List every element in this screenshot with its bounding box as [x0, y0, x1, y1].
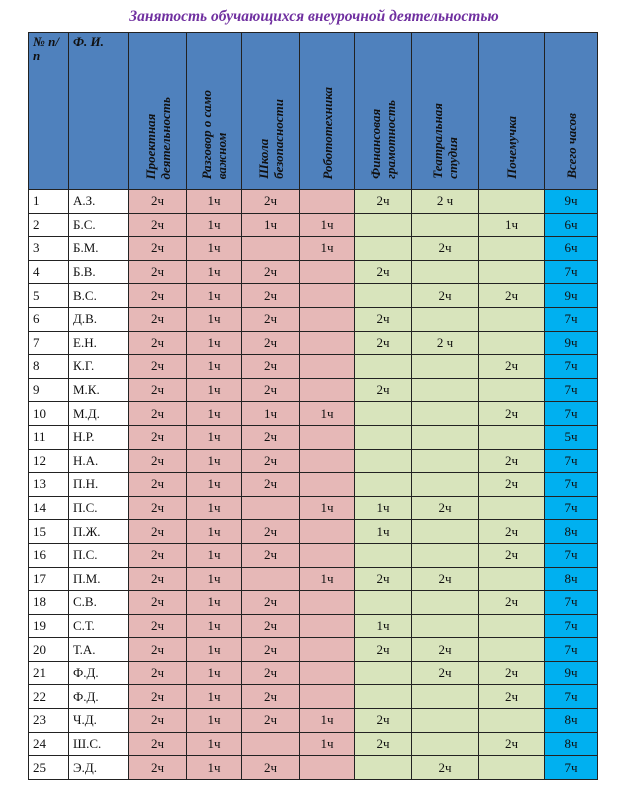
cell-theatre — [412, 355, 479, 379]
row-number: 6 — [29, 307, 69, 331]
student-initials: П.Н. — [69, 473, 129, 497]
cell-important-talk: 1ч — [187, 638, 242, 662]
cell-robotics: 1ч — [300, 709, 355, 733]
cell-important-talk: 1ч — [187, 543, 242, 567]
cell-finance — [355, 402, 412, 426]
table-row — [29, 331, 598, 355]
cell-total: 7ч — [545, 756, 598, 780]
header-name: Ф. И. — [69, 33, 129, 190]
cell-pochemuchka: 2ч — [479, 685, 545, 709]
cell-robotics — [300, 260, 355, 284]
cell-finance — [355, 355, 412, 379]
cell-robotics: 1ч — [300, 496, 355, 520]
student-initials: Д.В. — [69, 307, 129, 331]
cell-important-talk: 1ч — [187, 425, 242, 449]
cell-safety-school: 2ч — [242, 449, 300, 473]
cell-important-talk: 1ч — [187, 355, 242, 379]
cell-pochemuchka — [479, 307, 545, 331]
student-initials: Э.Д. — [69, 756, 129, 780]
student-initials: М.К. — [69, 378, 129, 402]
cell-pochemuchka: 2ч — [479, 543, 545, 567]
cell-pochemuchka — [479, 190, 545, 214]
row-number: 20 — [29, 638, 69, 662]
row-number: 21 — [29, 661, 69, 685]
cell-theatre: 2ч — [412, 756, 479, 780]
table-row — [29, 473, 598, 497]
cell-project: 2ч — [129, 237, 187, 261]
cell-safety-school: 2ч — [242, 543, 300, 567]
cell-project: 2ч — [129, 425, 187, 449]
cell-theatre: 2 ч — [412, 190, 479, 214]
cell-important-talk: 1ч — [187, 496, 242, 520]
table-row — [29, 661, 598, 685]
row-number: 1 — [29, 190, 69, 214]
header-project: Проектная деятельность — [129, 33, 187, 190]
cell-important-talk: 1ч — [187, 567, 242, 591]
row-number: 23 — [29, 709, 69, 733]
cell-safety-school: 2ч — [242, 425, 300, 449]
cell-pochemuchka: 2ч — [479, 732, 545, 756]
cell-pochemuchka: 2ч — [479, 661, 545, 685]
header-robotics: Робототехника — [300, 33, 355, 190]
row-number: 3 — [29, 237, 69, 261]
cell-project: 2ч — [129, 449, 187, 473]
cell-project: 2ч — [129, 473, 187, 497]
cell-robotics — [300, 520, 355, 544]
table-body — [29, 190, 598, 780]
student-initials: Ш.С. — [69, 732, 129, 756]
row-number: 25 — [29, 756, 69, 780]
cell-pochemuchka: 1ч — [479, 213, 545, 237]
header-num: № п/п — [29, 33, 69, 190]
cell-important-talk: 1ч — [187, 307, 242, 331]
cell-safety-school: 1ч — [242, 402, 300, 426]
table-row — [29, 213, 598, 237]
cell-total: 9ч — [545, 284, 598, 308]
cell-pochemuchka — [479, 756, 545, 780]
cell-important-talk: 1ч — [187, 378, 242, 402]
row-number: 24 — [29, 732, 69, 756]
row-number: 16 — [29, 543, 69, 567]
cell-total: 7ч — [545, 402, 598, 426]
row-number: 11 — [29, 425, 69, 449]
table-row — [29, 543, 598, 567]
cell-important-talk: 1ч — [187, 213, 242, 237]
row-number: 5 — [29, 284, 69, 308]
cell-safety-school: 2ч — [242, 355, 300, 379]
cell-total: 7ч — [545, 685, 598, 709]
cell-important-talk: 1ч — [187, 331, 242, 355]
header-pochemuchka: Почемучка — [479, 33, 545, 190]
row-number: 13 — [29, 473, 69, 497]
cell-finance — [355, 756, 412, 780]
row-number: 17 — [29, 567, 69, 591]
student-initials: П.Ж. — [69, 520, 129, 544]
cell-pochemuchka — [479, 638, 545, 662]
table-row — [29, 496, 598, 520]
cell-pochemuchka: 2ч — [479, 284, 545, 308]
table-row — [29, 378, 598, 402]
cell-finance — [355, 473, 412, 497]
cell-theatre — [412, 307, 479, 331]
cell-pochemuchka — [479, 614, 545, 638]
cell-robotics — [300, 449, 355, 473]
cell-project: 2ч — [129, 756, 187, 780]
cell-total: 8ч — [545, 567, 598, 591]
cell-project: 2ч — [129, 567, 187, 591]
student-initials: Б.В. — [69, 260, 129, 284]
cell-project: 2ч — [129, 190, 187, 214]
cell-important-talk: 1ч — [187, 685, 242, 709]
cell-important-talk: 1ч — [187, 284, 242, 308]
cell-project: 2ч — [129, 213, 187, 237]
cell-theatre — [412, 425, 479, 449]
cell-project: 2ч — [129, 520, 187, 544]
cell-theatre: 2ч — [412, 638, 479, 662]
row-number: 2 — [29, 213, 69, 237]
cell-important-talk: 1ч — [187, 190, 242, 214]
cell-project: 2ч — [129, 496, 187, 520]
table-row — [29, 190, 598, 214]
cell-important-talk: 1ч — [187, 614, 242, 638]
cell-robotics — [300, 190, 355, 214]
cell-finance — [355, 449, 412, 473]
cell-important-talk: 1ч — [187, 473, 242, 497]
student-initials: С.Т. — [69, 614, 129, 638]
page-title: Занятость обучающихся внеурочной деятельностью — [129, 8, 499, 25]
cell-pochemuchka — [479, 496, 545, 520]
student-initials: Ч.Д. — [69, 709, 129, 733]
cell-robotics — [300, 378, 355, 402]
cell-safety-school: 2ч — [242, 661, 300, 685]
cell-important-talk: 1ч — [187, 661, 242, 685]
cell-total: 7ч — [545, 543, 598, 567]
row-number: 12 — [29, 449, 69, 473]
cell-total: 7ч — [545, 449, 598, 473]
table-row — [29, 709, 598, 733]
cell-finance: 2ч — [355, 307, 412, 331]
cell-finance — [355, 284, 412, 308]
row-number: 14 — [29, 496, 69, 520]
table-row — [29, 520, 598, 544]
cell-total: 7ч — [545, 496, 598, 520]
row-number: 10 — [29, 402, 69, 426]
cell-finance — [355, 661, 412, 685]
cell-total: 7ч — [545, 378, 598, 402]
cell-safety-school: 2ч — [242, 709, 300, 733]
cell-pochemuchka: 2ч — [479, 355, 545, 379]
cell-project: 2ч — [129, 614, 187, 638]
cell-project: 2ч — [129, 378, 187, 402]
cell-important-talk: 1ч — [187, 260, 242, 284]
cell-safety-school: 2ч — [242, 520, 300, 544]
cell-total: 7ч — [545, 473, 598, 497]
cell-theatre — [412, 449, 479, 473]
cell-theatre: 2ч — [412, 567, 479, 591]
activity-table — [28, 32, 598, 780]
cell-total: 6ч — [545, 213, 598, 237]
cell-theatre: 2 ч — [412, 331, 479, 355]
cell-total: 7ч — [545, 638, 598, 662]
cell-finance: 2ч — [355, 190, 412, 214]
cell-finance — [355, 543, 412, 567]
cell-robotics — [300, 473, 355, 497]
header-theatre: Театральная студия — [412, 33, 479, 190]
cell-project: 2ч — [129, 355, 187, 379]
cell-total: 9ч — [545, 190, 598, 214]
cell-finance — [355, 591, 412, 615]
cell-project: 2ч — [129, 709, 187, 733]
cell-pochemuchka — [479, 331, 545, 355]
cell-safety-school: 2ч — [242, 614, 300, 638]
cell-robotics — [300, 756, 355, 780]
cell-theatre: 2ч — [412, 661, 479, 685]
cell-important-talk: 1ч — [187, 237, 242, 261]
cell-robotics — [300, 284, 355, 308]
table-row — [29, 685, 598, 709]
cell-theatre: 2ч — [412, 237, 479, 261]
cell-theatre — [412, 378, 479, 402]
cell-project: 2ч — [129, 543, 187, 567]
cell-important-talk: 1ч — [187, 449, 242, 473]
cell-finance: 2ч — [355, 331, 412, 355]
row-number: 15 — [29, 520, 69, 544]
row-number: 7 — [29, 331, 69, 355]
cell-pochemuchka: 2ч — [479, 402, 545, 426]
cell-pochemuchka: 2ч — [479, 591, 545, 615]
cell-theatre — [412, 473, 479, 497]
cell-total: 9ч — [545, 331, 598, 355]
cell-project: 2ч — [129, 284, 187, 308]
table-row — [29, 402, 598, 426]
cell-safety-school: 2ч — [242, 284, 300, 308]
cell-total: 9ч — [545, 661, 598, 685]
cell-robotics: 1ч — [300, 732, 355, 756]
cell-project: 2ч — [129, 638, 187, 662]
cell-robotics — [300, 614, 355, 638]
cell-important-talk: 1ч — [187, 402, 242, 426]
cell-total: 7ч — [545, 614, 598, 638]
cell-total: 8ч — [545, 732, 598, 756]
cell-theatre — [412, 732, 479, 756]
cell-pochemuchka — [479, 567, 545, 591]
table-row — [29, 614, 598, 638]
cell-finance: 2ч — [355, 709, 412, 733]
cell-theatre: 2ч — [412, 284, 479, 308]
cell-finance: 2ч — [355, 567, 412, 591]
student-initials: Н.А. — [69, 449, 129, 473]
cell-important-talk: 1ч — [187, 709, 242, 733]
cell-project: 2ч — [129, 732, 187, 756]
cell-pochemuchka — [479, 709, 545, 733]
cell-theatre — [412, 709, 479, 733]
student-initials: Ф.Д. — [69, 661, 129, 685]
row-number: 22 — [29, 685, 69, 709]
cell-theatre — [412, 591, 479, 615]
cell-robotics — [300, 307, 355, 331]
cell-project: 2ч — [129, 331, 187, 355]
table-row — [29, 284, 598, 308]
row-number: 4 — [29, 260, 69, 284]
table-row — [29, 425, 598, 449]
student-initials: Н.Р. — [69, 425, 129, 449]
cell-theatre — [412, 614, 479, 638]
cell-total: 6ч — [545, 237, 598, 261]
cell-safety-school: 1ч — [242, 213, 300, 237]
cell-robotics: 1ч — [300, 237, 355, 261]
cell-safety-school — [242, 237, 300, 261]
cell-project: 2ч — [129, 402, 187, 426]
cell-finance: 2ч — [355, 260, 412, 284]
table-row — [29, 260, 598, 284]
table-row — [29, 355, 598, 379]
cell-pochemuchka: 2ч — [479, 449, 545, 473]
cell-pochemuchka: 2ч — [479, 473, 545, 497]
cell-theatre — [412, 520, 479, 544]
student-initials: П.М. — [69, 567, 129, 591]
cell-safety-school: 2ч — [242, 756, 300, 780]
cell-pochemuchka — [479, 378, 545, 402]
cell-total: 5ч — [545, 425, 598, 449]
table-row — [29, 756, 598, 780]
student-initials: Е.Н. — [69, 331, 129, 355]
table-row — [29, 567, 598, 591]
student-initials: Т.А. — [69, 638, 129, 662]
cell-safety-school: 2ч — [242, 307, 300, 331]
header-important-talk: Разговор о само важном — [187, 33, 242, 190]
cell-important-talk: 1ч — [187, 732, 242, 756]
cell-total: 7ч — [545, 591, 598, 615]
cell-total: 8ч — [545, 520, 598, 544]
cell-robotics — [300, 591, 355, 615]
student-initials: С.В. — [69, 591, 129, 615]
row-number: 9 — [29, 378, 69, 402]
cell-robotics: 1ч — [300, 402, 355, 426]
row-number: 18 — [29, 591, 69, 615]
student-initials: П.С. — [69, 496, 129, 520]
cell-project: 2ч — [129, 685, 187, 709]
cell-safety-school: 2ч — [242, 190, 300, 214]
row-number: 19 — [29, 614, 69, 638]
cell-safety-school: 2ч — [242, 685, 300, 709]
student-initials: Б.М. — [69, 237, 129, 261]
cell-finance — [355, 685, 412, 709]
cell-finance: 2ч — [355, 638, 412, 662]
cell-project: 2ч — [129, 307, 187, 331]
table-row — [29, 449, 598, 473]
cell-project: 2ч — [129, 260, 187, 284]
cell-safety-school: 2ч — [242, 473, 300, 497]
cell-robotics: 1ч — [300, 213, 355, 237]
cell-robotics — [300, 355, 355, 379]
student-initials: В.С. — [69, 284, 129, 308]
cell-finance — [355, 213, 412, 237]
cell-finance: 1ч — [355, 614, 412, 638]
cell-finance: 1ч — [355, 496, 412, 520]
table-row — [29, 307, 598, 331]
cell-project: 2ч — [129, 661, 187, 685]
cell-project: 2ч — [129, 591, 187, 615]
cell-total: 8ч — [545, 709, 598, 733]
cell-pochemuchka — [479, 260, 545, 284]
table-row — [29, 638, 598, 662]
student-initials: М.Д. — [69, 402, 129, 426]
cell-theatre: 2ч — [412, 496, 479, 520]
table-row — [29, 591, 598, 615]
cell-robotics — [300, 661, 355, 685]
cell-robotics — [300, 685, 355, 709]
cell-robotics — [300, 543, 355, 567]
cell-robotics — [300, 425, 355, 449]
cell-important-talk: 1ч — [187, 756, 242, 780]
header-total: Всего часов — [545, 33, 598, 190]
student-initials: А.З. — [69, 190, 129, 214]
cell-robotics — [300, 331, 355, 355]
student-initials: П.С. — [69, 543, 129, 567]
cell-robotics — [300, 638, 355, 662]
cell-safety-school: 2ч — [242, 591, 300, 615]
cell-safety-school: 2ч — [242, 331, 300, 355]
cell-total: 7ч — [545, 355, 598, 379]
cell-pochemuchka — [479, 237, 545, 261]
cell-finance: 1ч — [355, 520, 412, 544]
cell-total: 7ч — [545, 307, 598, 331]
student-initials: Ф.Д. — [69, 685, 129, 709]
cell-theatre — [412, 213, 479, 237]
cell-pochemuchka: 2ч — [479, 520, 545, 544]
cell-finance: 2ч — [355, 378, 412, 402]
cell-finance — [355, 237, 412, 261]
table-row — [29, 237, 598, 261]
row-number: 8 — [29, 355, 69, 379]
cell-important-talk: 1ч — [187, 591, 242, 615]
cell-theatre — [412, 543, 479, 567]
cell-safety-school: 2ч — [242, 378, 300, 402]
cell-pochemuchka — [479, 425, 545, 449]
cell-safety-school — [242, 496, 300, 520]
header-finance: Финансовая грамотность — [355, 33, 412, 190]
cell-theatre — [412, 685, 479, 709]
cell-safety-school — [242, 567, 300, 591]
cell-finance: 2ч — [355, 732, 412, 756]
cell-important-talk: 1ч — [187, 520, 242, 544]
cell-safety-school: 2ч — [242, 260, 300, 284]
cell-theatre — [412, 260, 479, 284]
cell-safety-school — [242, 732, 300, 756]
cell-finance — [355, 425, 412, 449]
cell-safety-school: 2ч — [242, 638, 300, 662]
header-safety-school: Школа безопасности — [242, 33, 300, 190]
student-initials: Б.С. — [69, 213, 129, 237]
header-row — [29, 33, 598, 190]
table-row — [29, 732, 598, 756]
cell-robotics: 1ч — [300, 567, 355, 591]
cell-theatre — [412, 402, 479, 426]
student-initials: К.Г. — [69, 355, 129, 379]
cell-total: 7ч — [545, 260, 598, 284]
